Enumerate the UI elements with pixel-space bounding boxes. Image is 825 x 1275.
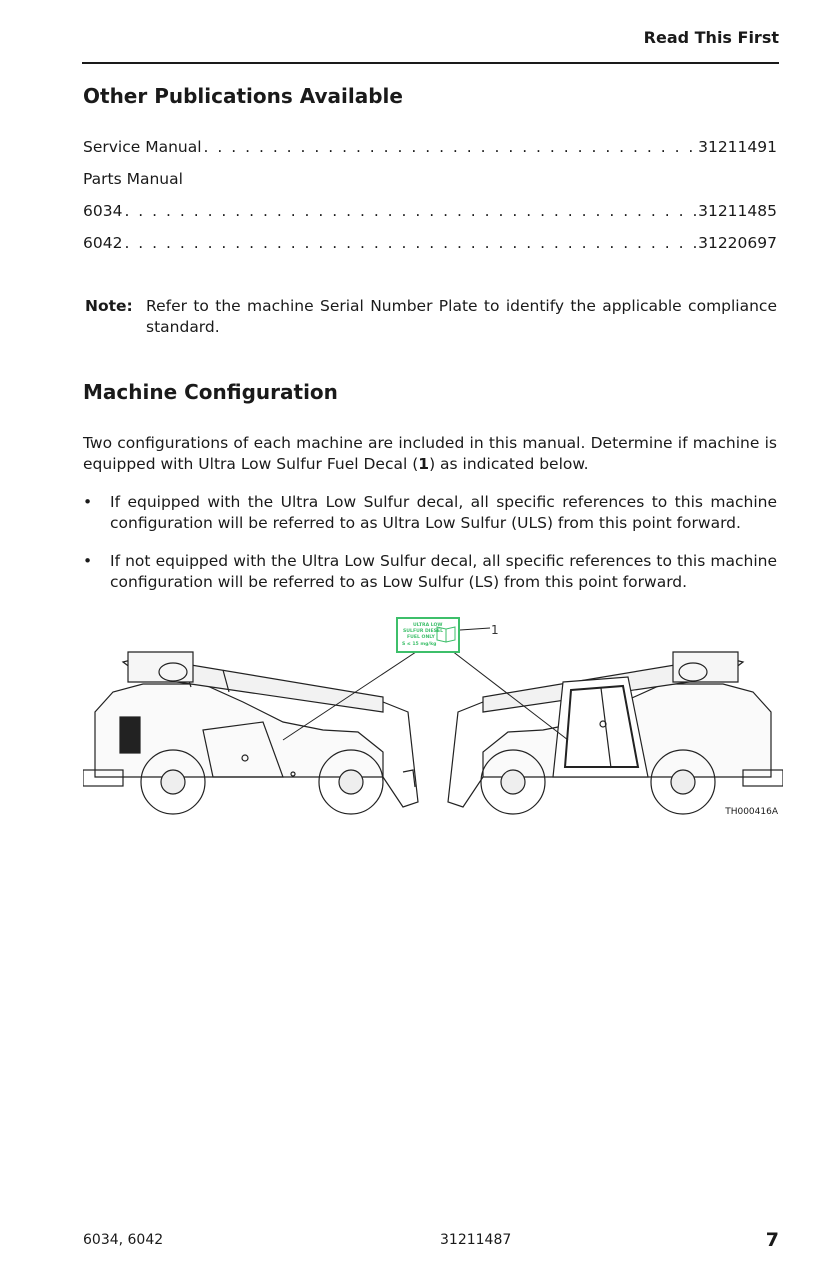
configuration-heading: Machine Configuration (83, 380, 338, 404)
toc-number: 31211491 (698, 138, 777, 156)
dot-leader (204, 138, 697, 156)
note-block (85, 296, 777, 338)
note-text: Refer to the machine Serial Number Plate to identify the applicable compliance standard. (146, 297, 777, 336)
bullet-text: If not equipped with the Ultra Low Sulfur decal, all specific references to this machine configuration will be referred to as Low Sulfur (LS) from this point forward. (110, 552, 777, 591)
toc-row-6034 (83, 202, 777, 220)
dot-leader (124, 202, 696, 220)
bullet-text: If equipped with the Ultra Low Sulfur decal, all specific references to this machine configuration will be referred to as Ultra Low Sulfur (ULS) from this point forward. (110, 493, 777, 532)
parts-manual-label: Parts Manual (83, 170, 183, 188)
bullet-marker: • (83, 493, 93, 511)
footer-models: 6034, 6042 (83, 1232, 164, 1248)
bullet-item (83, 551, 777, 593)
decal-line: SULFUR DIESEL (403, 629, 444, 634)
decal-line: ULTRA LOW (413, 623, 443, 628)
toc-number: 31220697 (698, 234, 777, 252)
callout-number: 1 (491, 623, 499, 637)
toc-label: 6042 (83, 234, 123, 252)
note-label: Note: (85, 297, 133, 315)
intro-callout-number: 1 (418, 455, 430, 473)
footer-doc-number: 31211487 (440, 1232, 512, 1248)
bullet-marker: • (83, 552, 93, 570)
ultra-low-sulfur-decal (397, 618, 459, 652)
machine-figure (83, 612, 783, 822)
publications-heading: Other Publications Available (83, 84, 403, 108)
configuration-intro (83, 433, 777, 475)
decal-line: S ≤ 15 mg/kg (402, 642, 437, 647)
figure-code: TH000416A (725, 807, 778, 817)
toc-number: 31211485 (698, 202, 777, 220)
toc-row-service-manual (83, 138, 777, 156)
header-rule (82, 62, 779, 64)
toc-label: 6034 (83, 202, 123, 220)
intro-text: Two configurations of each machine are included in this manual. Determine if machine is equipped with Ultra Low Sulfur Fuel Decal ( (83, 434, 777, 473)
toc-label: Service Manual (83, 138, 202, 156)
toc-row-6042 (83, 234, 777, 252)
right-machine-illustration (448, 652, 783, 814)
page-number: 7 (765, 1229, 779, 1251)
left-machine-illustration (83, 652, 418, 814)
dot-leader (124, 234, 696, 252)
intro-text-end: ) as indicated below. (429, 455, 589, 473)
decal-line: FUEL ONLY (407, 635, 435, 640)
header-title: Read This First (643, 28, 779, 47)
bullet-item (83, 492, 777, 534)
callout-line (460, 628, 490, 630)
